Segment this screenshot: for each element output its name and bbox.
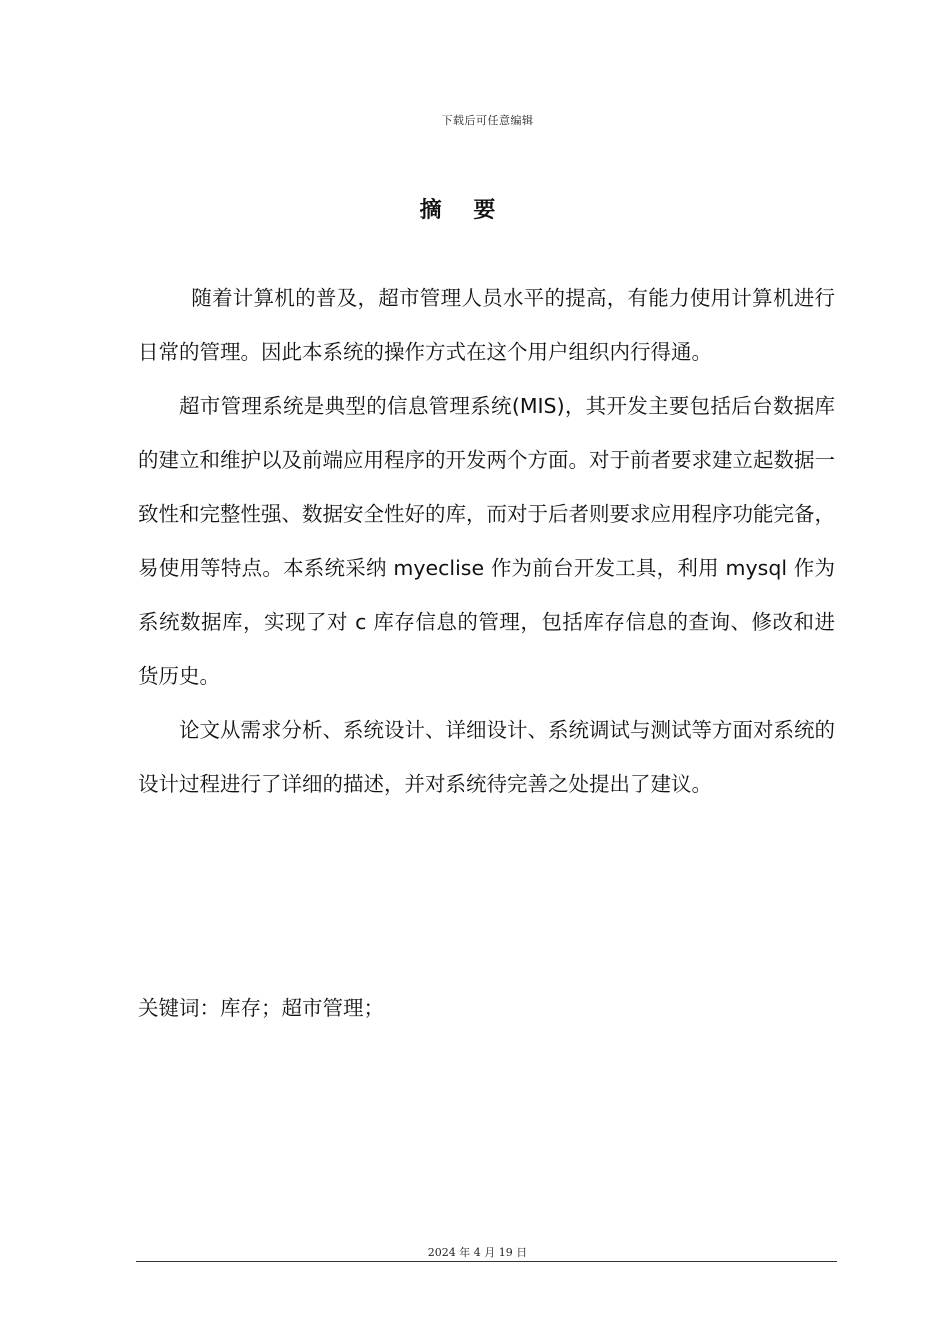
footer-divider bbox=[136, 1261, 837, 1262]
keywords-line: 关键词：库存；超市管理； bbox=[138, 996, 384, 1020]
abstract-paragraph-3: 论文从需求分析、系统设计、详细设计、系统调试与测试等方面对系统的设计过程进行了详细的描述，并对系统待完善之处提出了建议。 bbox=[138, 718, 835, 796]
abstract-body bbox=[138, 271, 835, 811]
abstract-title: 摘 要 bbox=[419, 198, 508, 223]
page-header-note: 下载后可任意编辑 bbox=[441, 114, 534, 127]
page-footer-date: 2024 年 4 月 19 日 bbox=[427, 1246, 528, 1259]
abstract-paragraph-2: 超市管理系统是典型的信息管理系统(MIS)，其开发主要包括后台数据库的建立和维护以及前端应用程序的开发两个方面。对于前者要求建立起数据一致性和完整性强、数据安全性好的库，而对于后者则要求应用程序功能完备，易使用等特点。本系统采纳 myeclise 作为前台开发工具，利用 mysql 作为系统数据库，实现了对 c 库存信息的管理，包括库存信息的查询、修改和进货历史。 bbox=[138, 394, 835, 688]
abstract-paragraph-1: 随着计算机的普及，超市管理人员水平的提高，有能力使用计算机进行日常的管理。因此本系统的操作方式在这个用户组织内行得通。 bbox=[138, 286, 835, 364]
